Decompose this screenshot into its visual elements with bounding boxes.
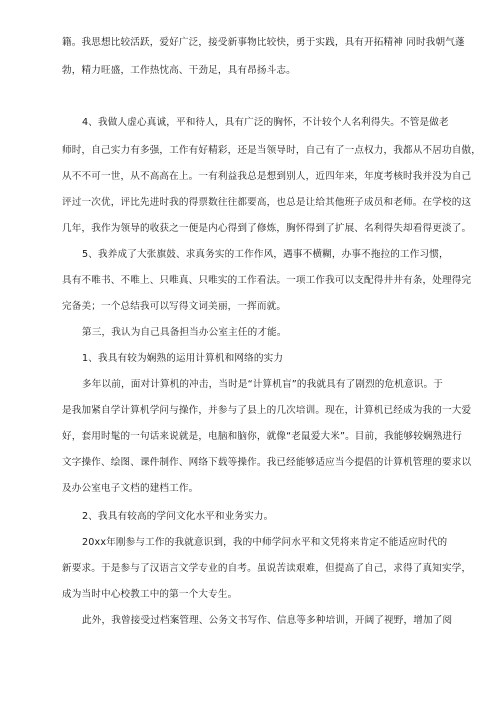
paragraph-line: 勃，精力旺盛，工作热忱高、干劲足，具有昂扬斗志。 xyxy=(62,65,296,76)
paragraph-line: 新要求。于是参与了汉语言文学专业的自考。虽说苦读艰难，但提高了自己，求得了真知实学， xyxy=(62,563,472,574)
section-heading: 第三，我认为自己具备担当办公室主任的才能。 xyxy=(82,327,287,338)
subsection-heading: 2、我具有较高的学问文化水平和业务实力。 xyxy=(82,511,274,522)
paragraph-line: 几年，我作为领导的收获之一便是内心得到了修炼，胸怀得到了扩展、名利得失却看得更淡了。 xyxy=(62,223,472,234)
paragraph-line: 从不不可一世，从不高高在上。一有利益我总是想到别人，近四年来，年度考核时我并没为自己 xyxy=(62,171,472,182)
paragraph-line: 评过一次优，评比先进时我的得票数往往都要高，也总是让给其他班子成员和老师。在学校的这 xyxy=(62,197,472,208)
paragraph-line: 文字操作、绘图、课件制作、网络下载等操作。我已经能够适应当今提倡的计算机管理的要求以 xyxy=(62,457,472,468)
paragraph-line: 籍。我思想比较活跃，爱好广泛，接受新事物比较快，勇于实践，具有开拓精神 同时我朝气蓬 xyxy=(62,37,465,48)
paragraph-line: 此外，我曾接受过档案管理、公务文书写作、信息等多种培训，开阔了视野，增加了阅 xyxy=(82,615,453,626)
paragraph-line: 5、我养成了大张旗鼓、求真务实的工作作风，遇事不横糊，办事不拖拉的工作习惯， xyxy=(82,249,449,260)
paragraph-line: 好，套用时髦的一句话来说就是，电脑和脑你，就像“老鼠爱大米”。目前，我能够较娴熟进行 xyxy=(62,431,462,442)
subsection-heading: 1、我具有较为娴熟的运用计算机和网络的实力 xyxy=(82,353,284,364)
paragraph-line: 完备美；一个总结我可以写得文词美丽，一挥而就。 xyxy=(62,301,287,312)
paragraph-line: 多年以前，面对计算机的冲击，当时是“计算机盲”的我就具有了剧烈的危机意识。于 xyxy=(82,379,444,390)
paragraph-line: 20xx年刚参与工作的我就意识到，我的中师学问水平和文凭将来肯定不能适应时代的 xyxy=(82,537,448,548)
paragraph-line: 及办公室电子文档的建档工作。 xyxy=(62,483,199,494)
paragraph-line: 师时，自己实力有多强，工作有好精彩，还是当领导时，自己有了一点权力，我都从不居功自傲， xyxy=(62,145,481,156)
paragraph-line: 是我加紧自学计算机学问与操作，并参与了县上的几次培训。现在，计算机已经成为我的一大爱 xyxy=(62,405,472,416)
paragraph-line: 4、我做人虚心真诚，平和待人，具有广泛的胸怀，不计较个人名利得失。不管是做老 xyxy=(82,117,449,128)
paragraph-line: 成为当时中心校教工中的第一个大专生。 xyxy=(62,589,238,600)
paragraph-line: 具有不唯书、不唯上、只唯真、只唯实的工作看法。一项工作我可以支配得井井有条，处理得完 xyxy=(62,275,472,286)
